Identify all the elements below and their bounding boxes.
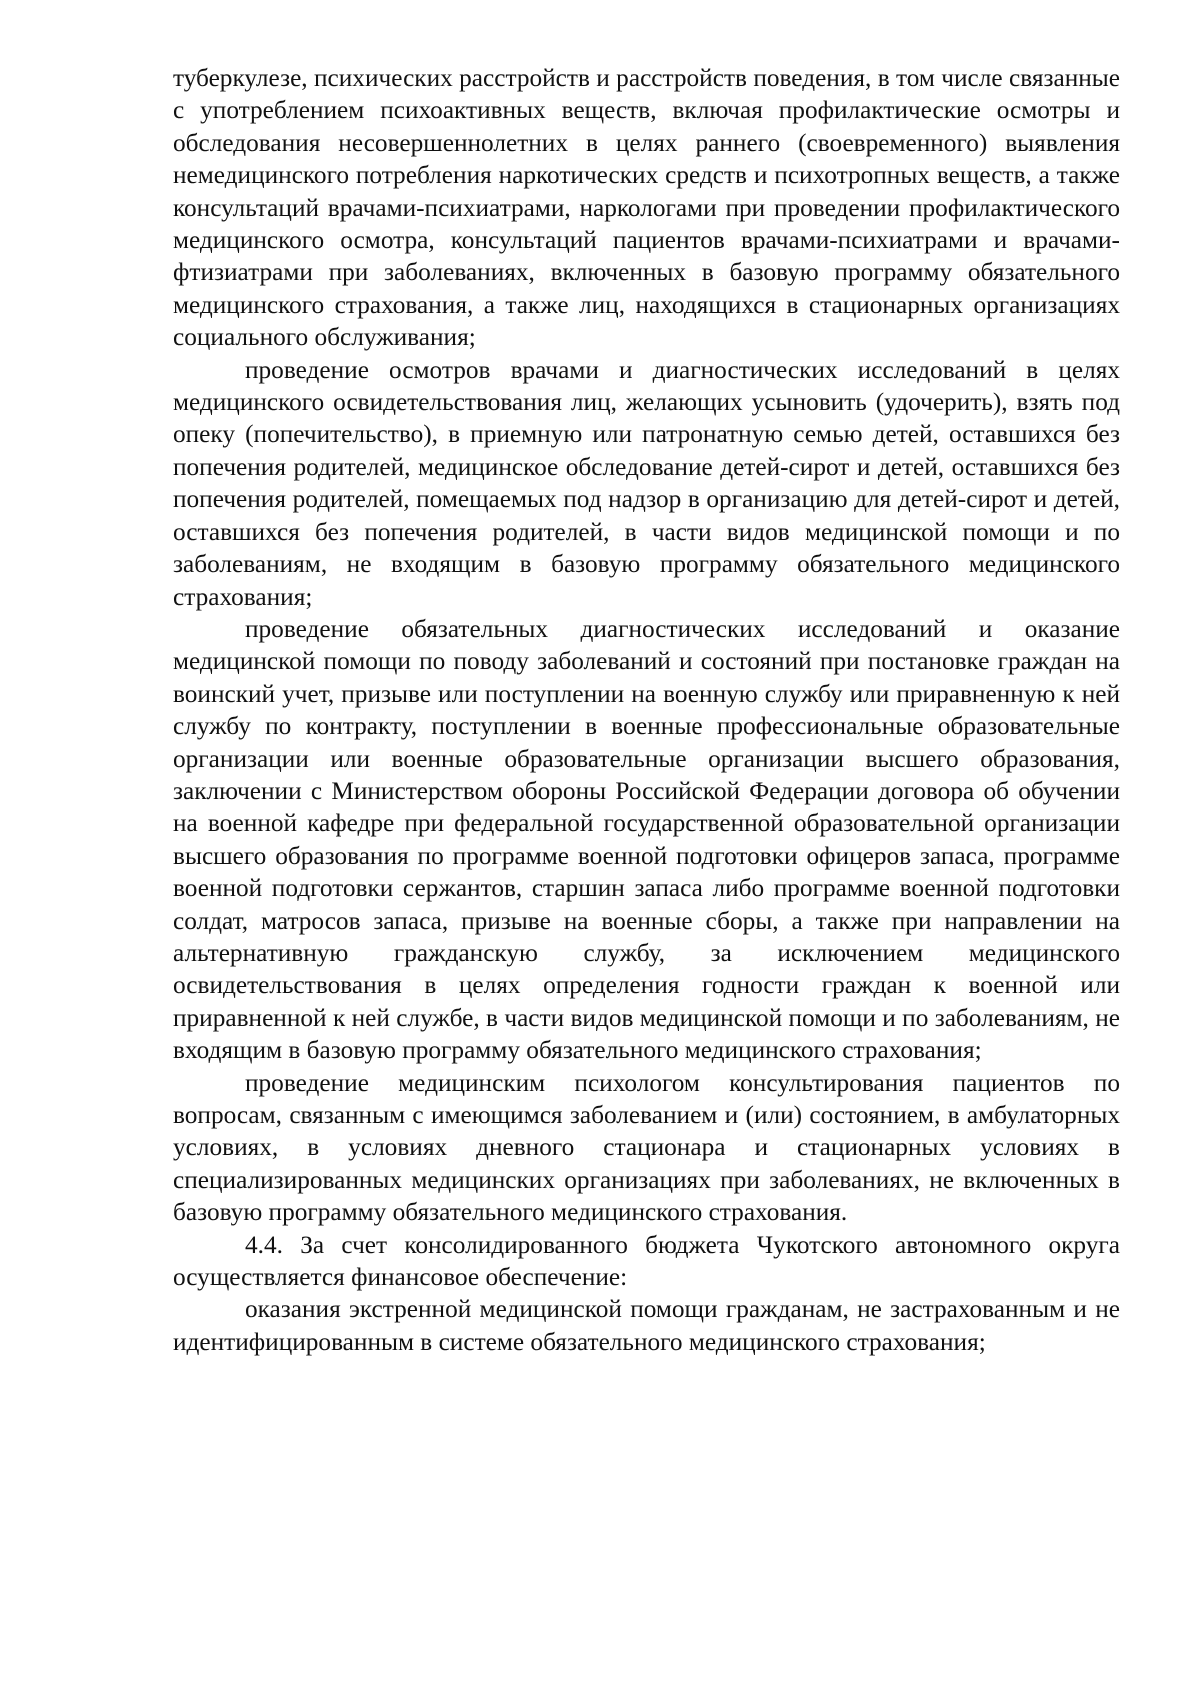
document-body — [173, 62, 1120, 1358]
paragraph-tuberculosis-continuation: туберкулезе, психических расстройств и расстройств поведения, в том числе связанные с употреблением психоактивных веществ, включая профилактические осмотры и обследования несовершеннолетних в целях раннего (своевременного) выявления немедицинского потребления наркотических средств и психотропных веществ, а также консультаций врачами-психиатрами, наркологами при проведении профилактического медицинского осмотра, консультаций пациентов врачами-психиатрами и врачами-фтизиатрами при заболеваниях, включенных в базовую программу обязательного медицинского страхования, а также лиц, находящихся в стационарных организациях социального обслуживания; — [173, 64, 1120, 352]
paragraph-psychologist-consulting: проведение медицинским психологом консультирования пациентов по вопросам, связанным с имеющимся заболеванием и (или) состоянием, в амбулаторных условиях, в условиях дневного стационара и стационарных условиях в специализированных медицинских организациях при заболеваниях, не включенных в базовую программу обязательного медицинского страхования. — [173, 1068, 1120, 1227]
paragraph-military-registration: проведение обязательных диагностических исследований и оказание медицинской помощи по поводу заболеваний и состояний при постановке граждан на воинский учет, призыве или поступлении на военную службу или приравненную к ней службу по контракту, поступлении в военные профессиональные образовательные организации или военные образовательные организации высшего образования, заключении с Министерством обороны Российской Федерации договора об обучении на военной кафедре при федеральной государственной образовательной организации высшего образования по программе военной подготовки офицеров запаса, программе военной подготовки сержантов, старшин запаса либо программе военной подготовки солдат, матросов запаса, призыве на военные сборы, а также при направлении на альтернативную гражданскую службу, за исключением медицинского освидетельствования в целях определения годности граждан к военной или приравненной к ней службе, в части видов медицинской помощи и по заболеваниям, не входящим в базовую программу обязательного медицинского страхования; — [173, 614, 1120, 1065]
paragraph-section-4-4: 4.4. За счет консолидированного бюджета Чукотского автономного округа осуществляется финансовое обеспечение: — [173, 1230, 1120, 1292]
paragraph-emergency-care: оказания экстренной медицинской помощи гражданам, не застрахованным и не идентифицированным в системе обязательного медицинского страхования; — [173, 1295, 1120, 1356]
paragraph-adoption-examinations: проведение осмотров врачами и диагностических исследований в целях медицинского освидетельствования лиц, желающих усыновить (удочерить), взять под опеку (попечительство), в приемную или патронатную семью детей, оставшихся без попечения родителей, медицинское обследование детей-сирот и детей, оставшихся без попечения родителей, помещаемых под надзор в организацию для детей-сирот и детей, оставшихся без попечения родителей, в части видов медицинской помощи и по заболеваниям, не входящим в базовую программу обязательного медицинского страхования; — [173, 355, 1120, 611]
